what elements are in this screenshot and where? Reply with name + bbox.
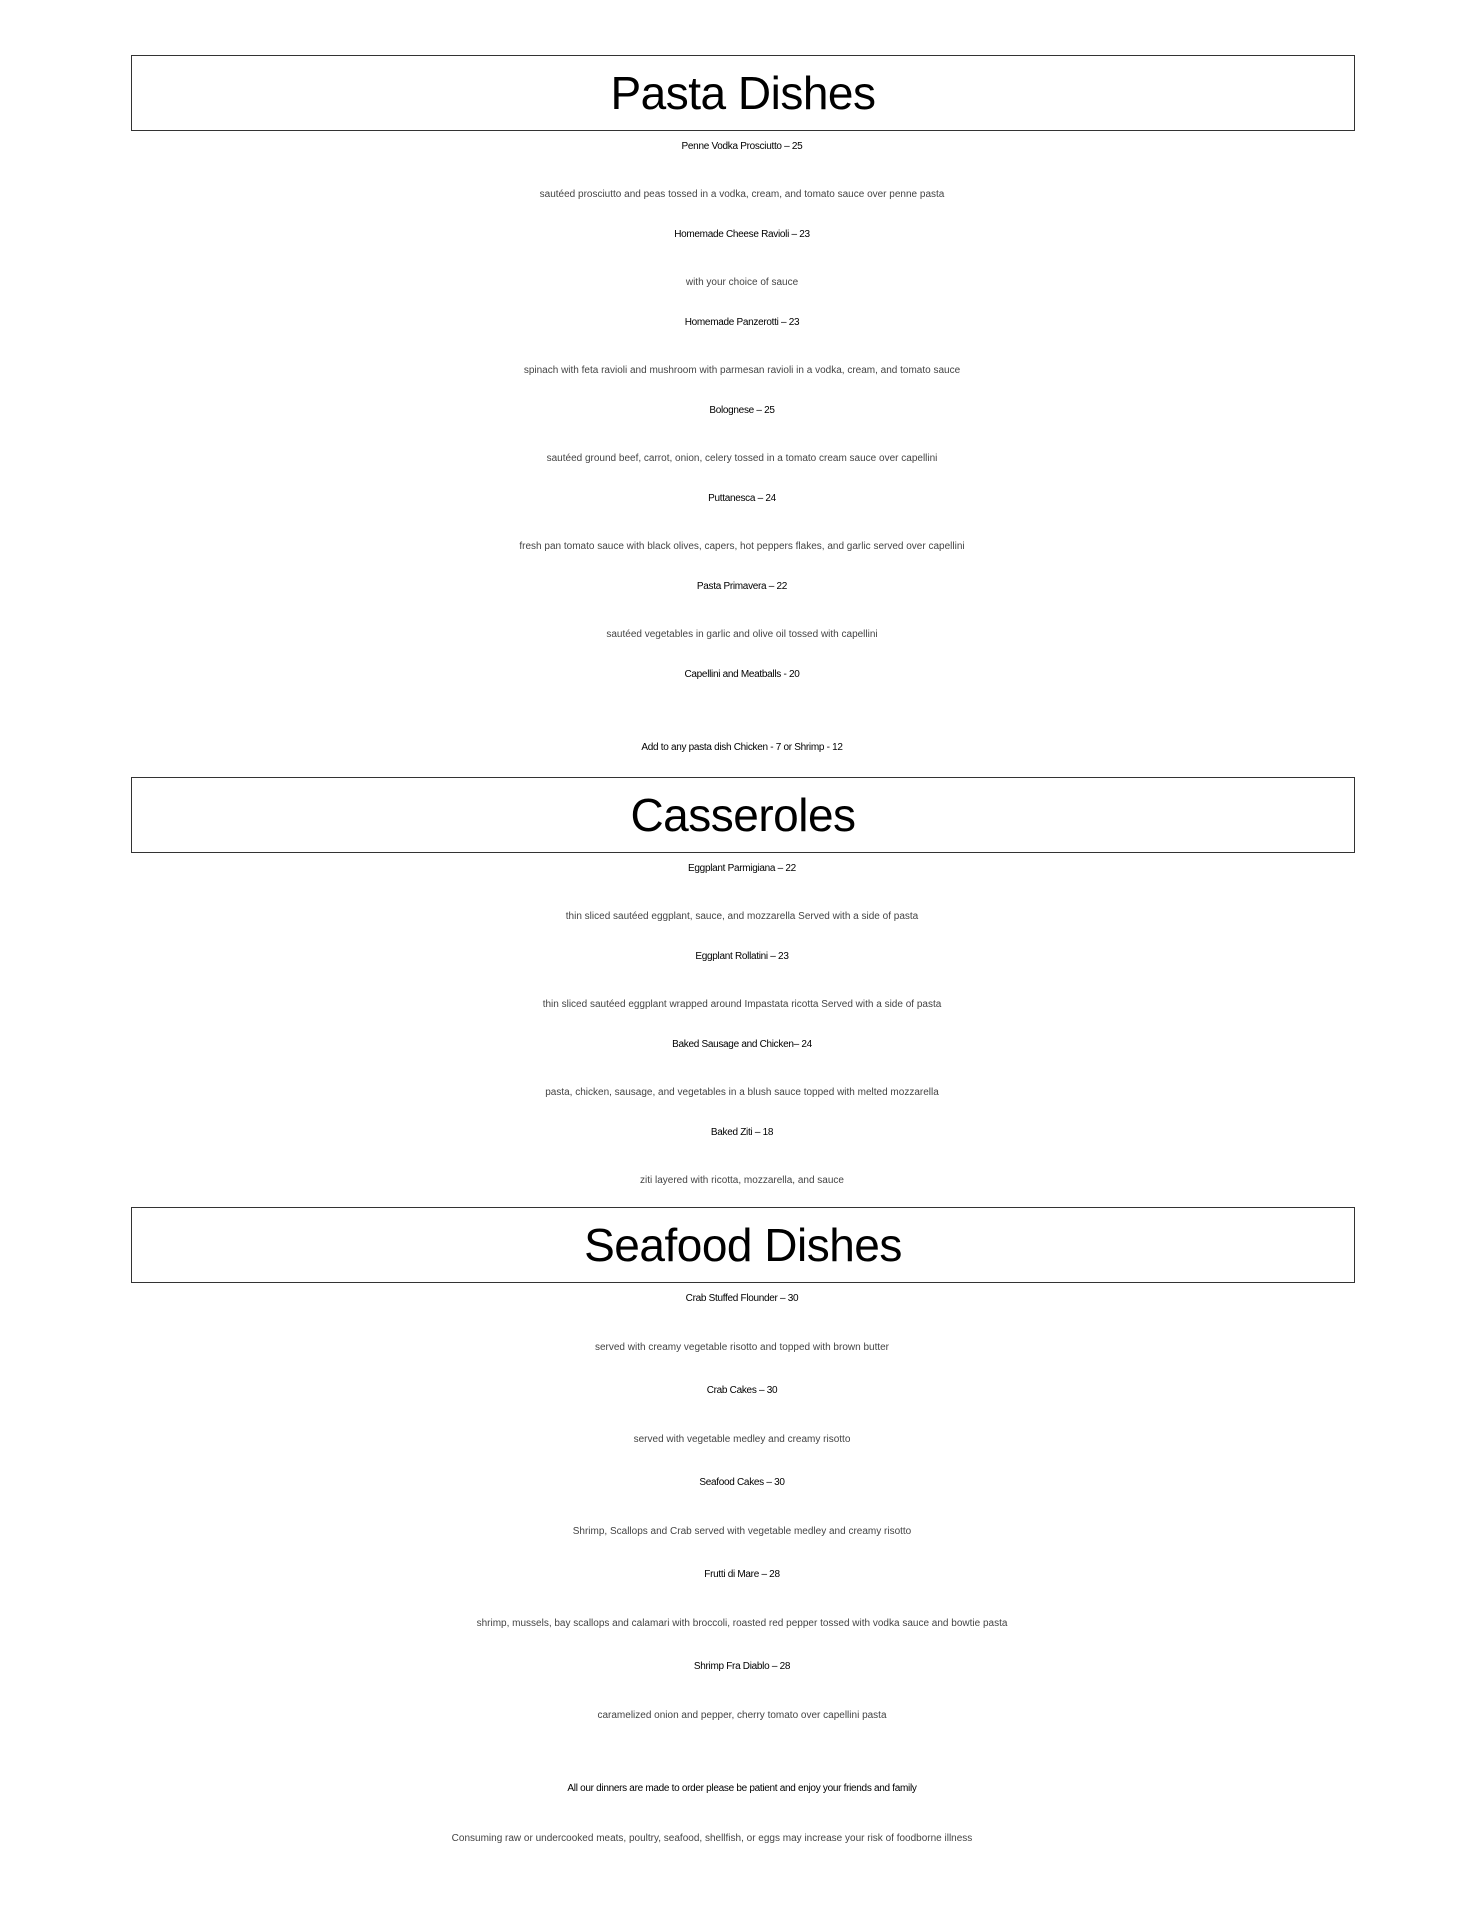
dish-name: Eggplant Rollatini – 23 <box>695 951 789 962</box>
section-title-pasta: Pasta Dishes <box>610 67 876 119</box>
section-header-seafood <box>131 1207 1355 1283</box>
dish-name: Baked Sausage and Chicken– 24 <box>672 1039 812 1050</box>
dish-name: Frutti di Mare – 28 <box>704 1569 780 1580</box>
dish-description: shrimp, mussels, bay scallops and calamari with broccoli, roasted red pepper tossed with vodka sauce and bowtie pasta <box>476 1618 1008 1629</box>
dish-name: Eggplant Parmigiana – 22 <box>688 863 796 874</box>
dish-description: with your choice of sauce <box>685 277 799 288</box>
dish-name: Capellini and Meatballs - 20 <box>684 669 800 680</box>
dish-name: Homemade Panzerotti – 23 <box>684 317 800 328</box>
dish-description: thin sliced sautéed eggplant, sauce, and mozzarella Served with a side of pasta <box>565 911 919 922</box>
dish-description: served with vegetable medley and creamy risotto <box>633 1434 851 1445</box>
pasta-addon-note: Add to any pasta dish Chicken - 7 or Shrimp - 12 <box>641 742 843 753</box>
section-header-casseroles <box>131 777 1355 853</box>
section-title-seafood: Seafood Dishes <box>584 1219 902 1271</box>
health-warning: Consuming raw or undercooked meats, poultry, seafood, shellfish, or eggs may increase your risk of foodborne illness <box>451 1833 973 1844</box>
dish-description: fresh pan tomato sauce with black olives, capers, hot peppers flakes, and garlic served over capellini <box>519 541 965 552</box>
dish-description: pasta, chicken, sausage, and vegetables in a blush sauce topped with melted mozzarella <box>545 1087 939 1098</box>
dish-name: Shrimp Fra Diablo – 28 <box>693 1661 791 1672</box>
dish-description: sautéed vegetables in garlic and olive oil tossed with capellini <box>606 629 878 640</box>
dish-description: sautéed ground beef, carrot, onion, celery tossed in a tomato cream sauce over capellini <box>546 453 938 464</box>
section-header-pasta <box>131 55 1355 131</box>
dish-description: Shrimp, Scallops and Crab served with vegetable medley and creamy risotto <box>572 1526 912 1537</box>
dish-name: Homemade Cheese Ravioli – 23 <box>674 229 810 240</box>
dish-description: caramelized onion and pepper, cherry tomato over capellini pasta <box>597 1710 887 1721</box>
dish-description: sautéed prosciutto and peas tossed in a vodka, cream, and tomato sauce over penne pasta <box>539 189 945 200</box>
section-title-casseroles: Casseroles <box>630 789 856 841</box>
dish-name: Crab Stuffed Flounder – 30 <box>685 1293 799 1304</box>
dish-name: Bolognese – 25 <box>709 405 775 416</box>
dish-name: Baked Ziti – 18 <box>710 1127 774 1138</box>
dish-name: Penne Vodka Prosciutto – 25 <box>681 141 803 152</box>
footer-message: All our dinners are made to order please be patient and enjoy your friends and family <box>567 1783 917 1794</box>
dish-name: Puttanesca – 24 <box>708 493 776 504</box>
dish-name: Pasta Primavera – 22 <box>696 581 788 592</box>
dish-description: thin sliced sautéed eggplant wrapped around Impastata ricotta Served with a side of pasta <box>542 999 942 1010</box>
dish-name: Crab Cakes – 30 <box>706 1385 778 1396</box>
dish-description: spinach with feta ravioli and mushroom with parmesan ravioli in a vodka, cream, and tomato sauce <box>523 365 961 376</box>
dish-name: Seafood Cakes – 30 <box>699 1477 785 1488</box>
dish-description: ziti layered with ricotta, mozzarella, and sauce <box>640 1175 844 1186</box>
dish-description: served with creamy vegetable risotto and topped with brown butter <box>594 1342 890 1353</box>
